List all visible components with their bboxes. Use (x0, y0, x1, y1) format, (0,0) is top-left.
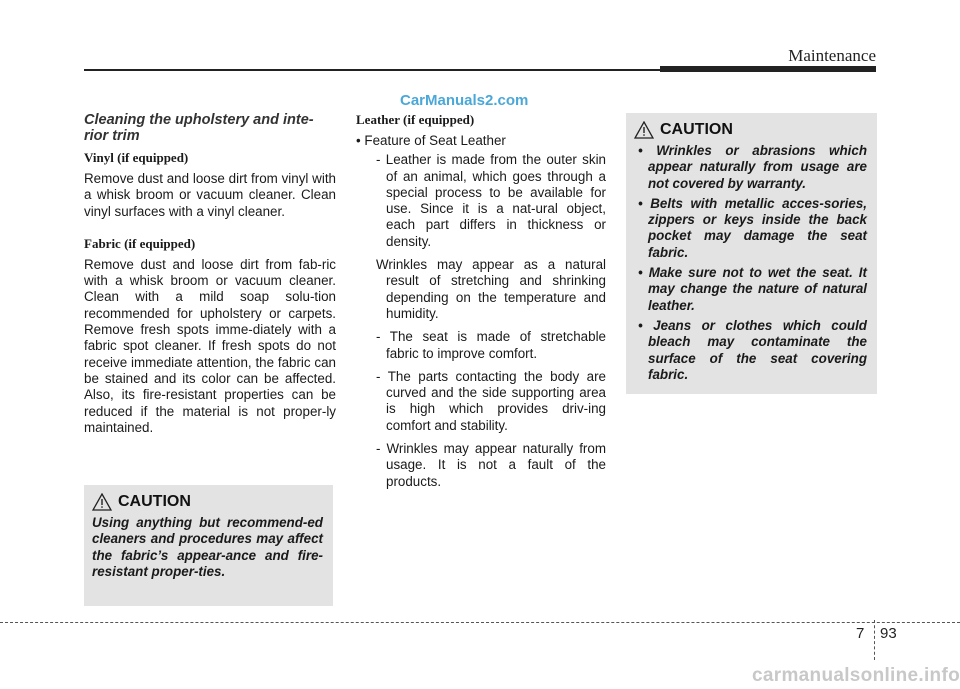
watermark-bottom: carmanualsonline.info (752, 665, 960, 686)
page-header-title: Maintenance (788, 46, 876, 65)
header-rule (84, 69, 660, 71)
caution-header (634, 121, 867, 139)
caution-list-item: • Wrinkles or abrasions which appear naturally from usage are not covered by warranty. (638, 143, 867, 191)
footer-rule (0, 622, 960, 623)
page-number-divider (874, 620, 875, 660)
bullet-text: Feature of Seat Leather (364, 133, 506, 148)
chapter-number: 7 (856, 625, 865, 642)
list-item-bullet: • Feature of Seat Leather (356, 133, 506, 148)
vinyl-heading: Vinyl (if equipped) (84, 150, 189, 165)
left-column (84, 112, 336, 452)
leather-heading: Leather (if equipped) (356, 112, 475, 127)
caution-item-text: Make sure not to wet the seat. It may change the nature of natural leather. (648, 265, 867, 313)
caution-label: CAUTION (118, 493, 191, 510)
caution-header (92, 493, 323, 511)
warning-triangle-icon (92, 493, 112, 511)
caution-list-item: • Jeans or clothes which could bleach may contaminate the surface of the seat covering fabric. (638, 317, 867, 382)
list-item: - The parts contacting the body are curved and the side supporting area is high which provides driv-ing comfort and stability. (376, 368, 606, 433)
caution-list-item: • Belts with metallic acces-sories, zippers or keys inside the back pocket may damage the seat fabric. (638, 195, 867, 260)
caution-item-text: Belts with metallic acces-sories, zippers or keys inside the back pocket may damage the seat fabric. (648, 195, 867, 260)
list-item: - Leather is made from the outer skin of an animal, which goes through a special process to be available for use. Since it is a nat-ural object, each part differs in thickness or density. (376, 152, 606, 249)
list-item: - The seat is made of stretchable fabric to improve comfort. (376, 329, 606, 361)
caution-item-text: Wrinkles or abrasions which appear naturally from usage are not covered by warranty. (648, 143, 867, 191)
caution-text: Using anything but recommend-ed cleaners and procedures may affect the fabric’s appear-ance and fire-resistant proper-ties. (92, 515, 323, 579)
fabric-heading: Fabric (if equipped) (84, 235, 196, 251)
caution-item-text: Jeans or clothes which could bleach may contaminate the surface of the seat covering fabric. (648, 317, 867, 382)
warning-triangle-icon (634, 121, 654, 139)
list-item: Wrinkles may appear as a natural result of stretching and shrinking depending on the temperature and humidity. (376, 257, 606, 321)
fabric-paragraph: Remove dust and loose dirt from fab-ric with a whisk broom or vacuum cleaner. Clean with a mild soap solu-tion recommended for upholstery or carpets. Remove fresh spots imme-diately with a fabric spot cleaner. If fresh spots do not receive immediate attention, the fabric can be stained and its color can be affected. Also, its fire-resistant properties can be reduced if the material is not proper-ly maintained. (84, 256, 336, 435)
page-number: 93 (880, 625, 897, 642)
caution-label: CAUTION (660, 121, 733, 138)
list-item: - Wrinkles may appear naturally from usage. It is not a fault of the products. (376, 441, 606, 489)
watermark-top: CarManuals2.com (400, 92, 529, 109)
vinyl-paragraph: Remove dust and loose dirt from vinyl with a whisk broom or vacuum cleaner. Clean vinyl surfaces with a vinyl cleaner. (84, 171, 336, 219)
header-rule-accent (660, 66, 876, 72)
caution-box-fabric (84, 485, 333, 606)
section-title: Cleaning the upholstery and inte-rior trim (84, 112, 314, 144)
middle-column (356, 112, 606, 497)
caution-list-item: • Make sure not to wet the seat. It may change the nature of natural leather. (638, 265, 867, 313)
caution-box-leather (626, 113, 877, 394)
